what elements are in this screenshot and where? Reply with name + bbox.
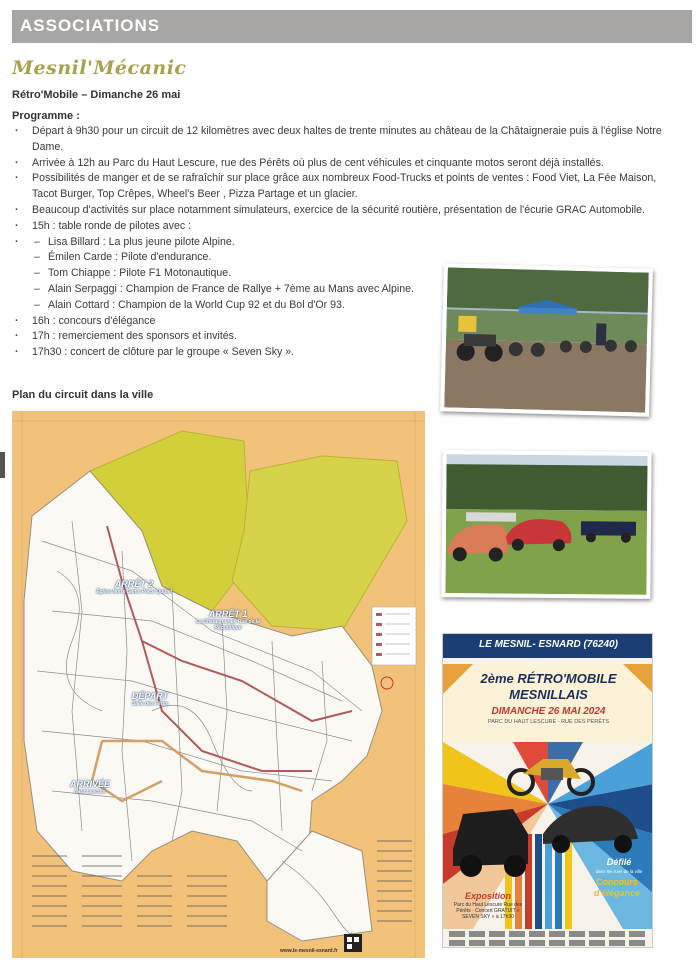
poster-concours-title: Concours d'élégance: [593, 877, 641, 898]
pilot-item: – · Lisa Billard : La plus jeune pilote Alpine.: [12, 235, 682, 251]
article-brand-title: Mesnil'Mécanic: [12, 57, 187, 79]
poster-defiles-title: Défilé: [606, 857, 632, 867]
poster-date: DIMANCHE 26 MAI 2024: [491, 706, 606, 717]
map-stop-1-title: ARRÊT 1: [208, 609, 248, 619]
map-depart-subtitle: Salle des Fêtes: [131, 701, 169, 707]
pilot-item: – Émilen Carde : Pilote d'endurance.: [12, 250, 682, 266]
map-website-url: www.le-mesnil-esnard.fr: [280, 948, 338, 954]
program-item: · 17h30 : concert de clôture par le groupe « Seven Sky ».: [12, 345, 682, 361]
map-stop-2-subtitle: Église Notre Dame Place Quibel: [96, 589, 172, 595]
map-stop-2: [94, 579, 174, 595]
circuit-map: [12, 411, 425, 958]
map-stop-1-subtitle: La Châtaigneraie Rue de la République: [196, 619, 260, 631]
section-header: [12, 10, 692, 43]
poster-edition: 2ème RÉTRO'MOBILE: [480, 671, 617, 686]
map-arrivee-subtitle: Haut Lescure: [74, 789, 106, 795]
poster-expo-title: Exposition: [464, 891, 511, 901]
poster-place: PARC DU HAUT LESCURE - RUE DES PÉRÊTS: [487, 719, 610, 725]
map-depart-title: DÉPART: [131, 691, 169, 701]
map-stop-2-title: ARRÊT 2: [114, 579, 154, 589]
section-title: ASSOCIATIONS: [20, 16, 161, 35]
photo-cars-image: [445, 454, 647, 595]
program-item: · Possibilités de manger et de se rafraîchir sur place grâce aux nombreux Food-Trucks et points de ventes : Food Viet, La Fée Maison, Tacot Burger, Top Crêpes, Wheel's Beer , Pizza Partage et un glacier.: [12, 171, 682, 203]
side-tab-marker: [0, 452, 5, 478]
program-item: · 16h : concours d'élégance: [12, 314, 682, 330]
map-stop-1: [188, 609, 268, 631]
program-item: · Arrivée à 12h au Parc du Haut Lescure, rue des Pérêts où plus de cent véhicules et cinquante motos seront déjà installés.: [12, 156, 682, 172]
pilot-item: – Tom Chiappe : Pilote F1 Motonautique.: [12, 266, 682, 282]
pilot-item: – Alain Serpaggi : Champion de France de Rallye + 7ème au Mans avec Alpine.: [12, 282, 682, 298]
map-drawing: [12, 411, 425, 958]
map-depart: [110, 691, 190, 707]
program-item: · Beaucoup d'activités sur place notamment simulateurs, exercice de la sécurité routière, présentation de l'écurie GRAC Automobile.: [12, 203, 682, 219]
program-label: Programme :: [12, 110, 80, 122]
poster-event-name: MESNILLAIS: [509, 687, 588, 702]
article-subtitle: Rétro'Mobile – Dimanche 26 mai: [12, 89, 181, 101]
poster-defiles-subtitle: dans les rues de la ville: [595, 869, 643, 874]
event-photo-cars: [441, 450, 651, 599]
poster-expo-subtitle: Parc du Haut Lescure Rue des Pérêts · Concert GRATUIT « SEVEN SKY » à 17h30: [453, 902, 523, 920]
event-poster: [442, 633, 653, 948]
map-label: Plan du circuit dans la ville: [12, 389, 154, 401]
poster-town: LE MESNIL- ESNARD (76240): [479, 639, 618, 650]
event-photo-motorcycles: [440, 263, 653, 416]
program-item: · Départ à 9h30 pour un circuit de 12 kilomètres avec deux haltes de trente minutes au château de la Châtaigneraie puis à l'église Notre Dame.: [12, 124, 682, 156]
pilot-item: – Alain Cottard : Champion de la World Cup 92 et du Bol d'Or 93.: [12, 298, 682, 314]
photo-motorcycles-image: [444, 267, 649, 412]
program-item: · 15h : table ronde de pilotes avec :: [12, 219, 682, 235]
map-arrivee-title: ARRIVÉE: [69, 779, 110, 789]
program-item: · 17h : remerciement des sponsors et invités.: [12, 329, 682, 345]
map-arrivee: [50, 779, 130, 795]
